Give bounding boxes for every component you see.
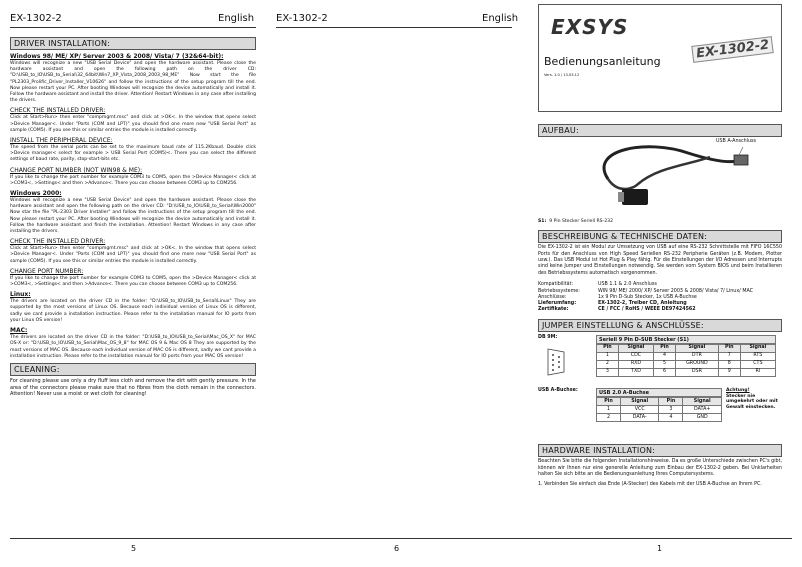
section-jumper: JUMPER EINSTELLUNG & ANSCHLÜSSE: [538, 319, 782, 332]
change-port-text: If you like to change the port number for example COM3 to COM5, open the >Device Manager< click at >COM3<, >Settings< and then >Advance<. There you can choose between COM3 up to COM256. [10, 174, 256, 186]
mid-header-title: EX-1302-2 [276, 13, 328, 24]
win2000-title: Windows 2000: [10, 190, 62, 198]
table-row: 2 DATA- 4 GND [597, 414, 722, 422]
left-header-lang: English [218, 13, 255, 24]
windows-title: Windows 98/ ME/ XP/ Server 2003 & 2008/ Vista/ 7 (32&64-bit): [10, 53, 224, 60]
section-cleaning: CLEANING: [10, 363, 256, 376]
windows-text: Windows will recognize a new "USB Serial Device" and open the hardware assistant. Please close the hardware assistant and open the following path on the driver CD: "D:\USB_to_IO\USB_to_Serial\32_64bit\Win7_XP_Vista_2008_2003_98_ME" Now start the file "PL2303_Prolific_Driver_Installer_V10626" and follow the instructions of the setup program till the end. Now please restart your PC. After booting Windows will recognize the device automatically and install it. Follow the hardware assistant and install the driver. Attention! Restart Windows in any case after installing the drivers. [10, 61, 256, 104]
check-driver2-title: CHECK THE INSTALLED DRIVER: [10, 238, 106, 246]
section-hardware-installation: HARDWARE INSTALLATION: [538, 444, 782, 457]
db9-connector-icon [546, 347, 566, 377]
change-port2-text: If you like to change the port number for example COM3 to COM5, open the >Device Manager< click at >COM3<, >Settings< and then >Advance<. There you can choose between COM3 up to COM256. [10, 275, 256, 288]
check-driver2-text: Click at Start>Run> then enter "compmgmt.msc" and click at >OK<. In the window that opens select >Device Manager<. Under "Ports (COM and LPT)" you should find one more new "USB Serial Port" as sample (COM5). If you see this or similar entries the module is installed correctly. [10, 246, 256, 264]
usb-table: Pin Signal Pin Signal 1 VCC 3 DATA+ 2 DATA- 4 GND [596, 397, 722, 422]
cable-figure [538, 139, 782, 215]
change-port-title: CHANGE PORT NUMBER (NOT WIN98 & ME): [10, 166, 143, 174]
table-row: 2 RXD 5 GROUND 8 CTS [597, 360, 776, 368]
install-peripheral-title: INSTALL THE PERIPHERAL DEVICE: [10, 137, 113, 145]
attention-title: Achtung! [726, 388, 750, 394]
section-description: BESCHREIBUNG & TECHNISCHE DATEN: [538, 230, 782, 243]
cover-logo-box [538, 4, 782, 112]
manual-title: Bedienungsanleitung [544, 55, 661, 68]
version-text: Vers. 1.0 / 13.03.12 [544, 73, 580, 77]
db9-caption: Seriell 9 Pin D-SUB Stecker (S1) [596, 335, 776, 344]
usb-block [538, 388, 782, 422]
table-row: 1 CDC 4 DTR 7 RTS [597, 352, 776, 360]
cleaning-text: For cleaning please use only a dry fluff less cloth and remove the dirt with gently pressure. In the area of the connectors please make sure that no fibres from the cloth remain in the connectors. Attention! Never use a moist or wet cloth for cleaning! [10, 377, 256, 398]
db9-block [538, 335, 782, 380]
description-text: Die EX-1302-2 ist ein Modul zur Umsetzung von USB auf eine RS-232 Schnittstelle mit FIFO 16C550 Ports für den Anschluss von High Speed Seriellen RS-232 Peripherie Geräten (z.B. Modem, Plotter usw.). Das USB Modul ist Hot Plug & Play fähig. Für die Einstellungen der I/O Adressen und Interrupts sind keine Jumper und Einstellungen notwendig. Sie werden vom System BIOS und beim Installieren des Betriebssystems automatisch vorgenommen. [538, 245, 782, 276]
page-number-middle: 6 [394, 544, 400, 553]
table-row: 3 TXD 6 DSR 9 RI [597, 368, 776, 376]
mid-header-lang: English [482, 13, 519, 24]
db9-table-wrap [596, 335, 776, 380]
section-aufbau: AUFBAU: [538, 124, 782, 137]
s1-text: 9 Pin Stecker Seriell RS-232 [549, 219, 613, 224]
spec-row: Betriebssysteme: WIN 98/ ME/ 2000/ XP/ Server 2003 & 2008/ Vista/ 7/ Linux/ MAC [538, 288, 754, 294]
check-driver-title: CHECK THE INSTALLED DRIVER: [10, 107, 106, 115]
usb-a-label: USB A-Anschluss [716, 139, 757, 144]
hardware-step-1: 1. Verbinden Sie einfach das Ende (A-Stecker) des Kabels mit der USB A-Buchse an Ihrem PC. [538, 482, 762, 488]
spec-row: Kompatibilität: USB 1.1 & 2.0 Anschluss [538, 282, 657, 288]
table-row: 1 VCC 3 DATA+ [597, 406, 722, 414]
s1-label: S1: [538, 219, 547, 224]
spec-row: Anschlüsse: 1x 9 Pin D-Sub Stecker, 1x USB A-Buchse [538, 294, 697, 300]
right-column [538, 121, 782, 489]
attention-text: Stecker nie umgekehrt oder mit Gewalt einstecken. [726, 393, 778, 410]
change-port2-title: CHANGE PORT NUMBER: [10, 267, 84, 275]
usb-buchse-label: USB A-Buchse: [538, 388, 578, 394]
left-column [10, 34, 256, 398]
mac-text: The drivers are located on the driver CD in the folder: "D:\USB_to_IO\USB_to_Serial\Mac_OS_X" for MAC OS-X or: "D:\USB_to_IO\USB_to_Serial\Mac_OS_9_8" for MAC OS 9 & Mac OS 8 They are supported by the most versions of MAC OS. Because each individual version of MAC OS is different, sadly we cant provide a installation instruction. Please refer to the installation manual for IO ports from your MAC OS version! [10, 335, 256, 359]
db9-table: Pin Signal Pin Signal Pin Signal 1 CDC 4 DTR 7 RTS 2 RXD 5 GROUND 8 CTS 3 TXD 6 DSR 9 RI [596, 344, 776, 377]
section-driver-installation: DRIVER INSTALLATION: [10, 37, 256, 50]
attention-note [722, 388, 778, 422]
mac-title: MAC: [10, 327, 28, 335]
usb-serial-cable-image [538, 139, 782, 215]
footer-rule [10, 538, 792, 539]
mid-header-rule [276, 27, 512, 28]
linux-text: The drivers are located on the driver CD in the folder: "D:\USB_to_IO\USB_to_Serial\Linux" They are supported by the most versions of Linux OS. Because each individual version of Linux OS is different, sadly we cant provide a installation instruction. Please refer to the installation manual for IO ports from your Linux OS version! [10, 299, 256, 323]
s1-caption [538, 219, 782, 225]
exsys-logo: EXSYS [551, 15, 629, 39]
install-peripheral-text: The speed from the serial ports can be set to the maximum baud rate of 115.2Kbaud. Double click >Device manager< select for example > USB Serial Port (COM5)<. There you can select the different settings of baud rate, parity, stop-start-bits etc. [10, 145, 256, 163]
win2000-text: Windows will recognize a new "USB Serial Device" and open the hardware assistant. Please close the hardware assistant and open the following path on the driver CD: "D:\USB_to_IO\USB_to_Serial\Win2000" Now star the file "PL-2303 Driver Installer" and follow the instructions of the setup program till the end. Now please restart your PC. After booting Windows will recognize the device automatically and install it. Follow the hardware assistant and finish the installation. Attention! Restart Windows in any case after installing the drivers. [10, 198, 256, 235]
page-number-right: 1 [657, 544, 663, 553]
usb-caption: USB 2.0 A-Buchse [596, 388, 722, 397]
left-header-title: EX-1302-2 [10, 13, 62, 24]
check-driver-text: Click at Start>Run> then enter "compmgmt.msc" and click at >OK<. In the window that opens select >Device Manager<. Under "Ports (COM and LPT)" you should find one more new "USB Serial Port" as sample (COM5). If you see this or similar entries the module is installed correctly. [10, 115, 256, 133]
page-number-left: 5 [131, 544, 137, 553]
left-header-rule [10, 27, 256, 28]
db9-left [538, 335, 596, 380]
hardware-text: Beachten Sie bitte die folgenden Installationshinweise. Da es große Unterschiede zwischen PC's gibt, können wir Ihnen nur eine generelle Anleitung zum Einbau der EX-1302-2 geben. Bei Unklarheiten halten Sie sich bitte an die Bedienungsanleitung Ihres Computersystems. [538, 459, 782, 477]
spec-list [538, 282, 782, 313]
spec-row: Lieferumfang: EX-1302-2, Treiber CD, Anleitung [538, 301, 687, 307]
linux-title: Linux: [10, 291, 31, 299]
product-badge: EX-1302-2 [691, 36, 774, 63]
usb-table-wrap [596, 388, 722, 422]
spec-row: Zertifikate: CE / FCC / RoHS / WEEE DE97424562 [538, 307, 696, 313]
db9-label: DB 9M: [538, 334, 558, 340]
